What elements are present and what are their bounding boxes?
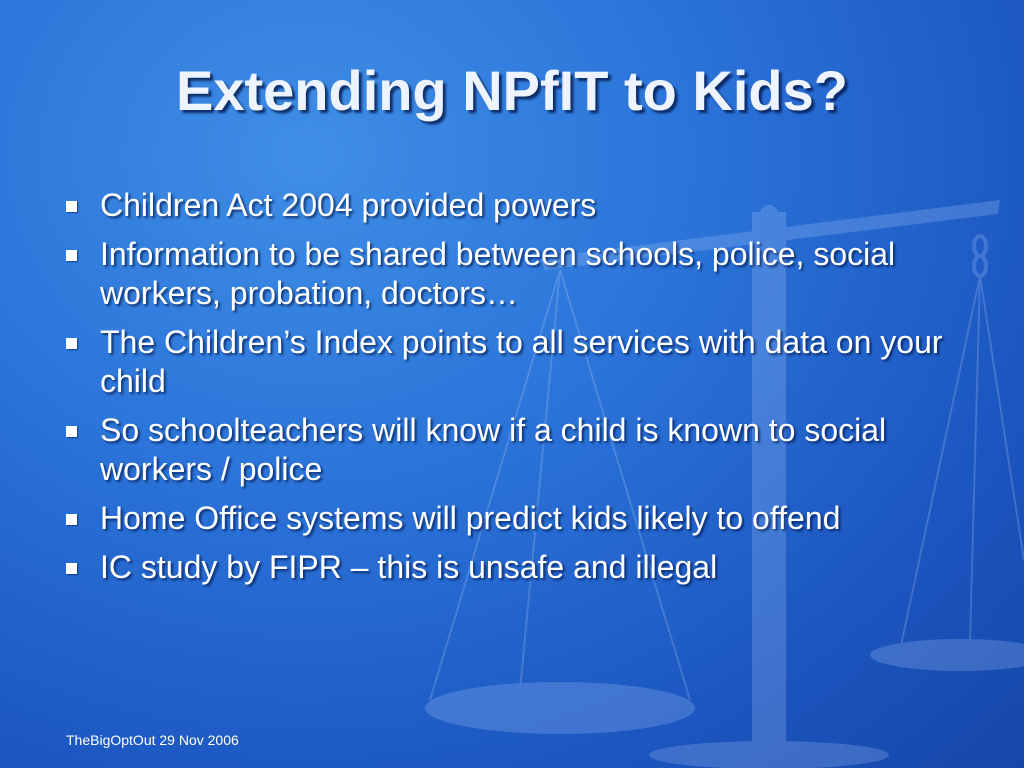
square-bullet-icon	[66, 250, 77, 261]
bullet-list	[62, 186, 962, 597]
list-item	[62, 186, 962, 225]
bullet-text: Children Act 2004 provided powers	[100, 187, 597, 223]
bullet-text: So schoolteachers will know if a child is known to social workers / police	[100, 412, 887, 487]
square-bullet-icon	[66, 338, 77, 349]
square-bullet-icon	[66, 426, 77, 437]
bullet-text: Home Office systems will predict kids likely to offend	[100, 500, 841, 536]
list-item	[62, 548, 962, 587]
slide-title: Extending NPfIT to Kids?	[176, 59, 848, 122]
bullet-text: IC study by FIPR – this is unsafe and illegal	[100, 549, 718, 585]
slide-footer: TheBigOptOut 29 Nov 2006	[66, 732, 239, 748]
square-bullet-icon	[66, 514, 77, 525]
square-bullet-icon	[66, 201, 77, 212]
list-item	[62, 411, 962, 489]
list-item	[62, 323, 962, 401]
bullet-text: The Children’s Index points to all services with data on your child	[100, 324, 943, 399]
list-item	[62, 499, 962, 538]
square-bullet-icon	[66, 563, 77, 574]
bullet-text: Information to be shared between schools, police, social workers, probation, doctors…	[100, 236, 896, 311]
list-item	[62, 235, 962, 313]
